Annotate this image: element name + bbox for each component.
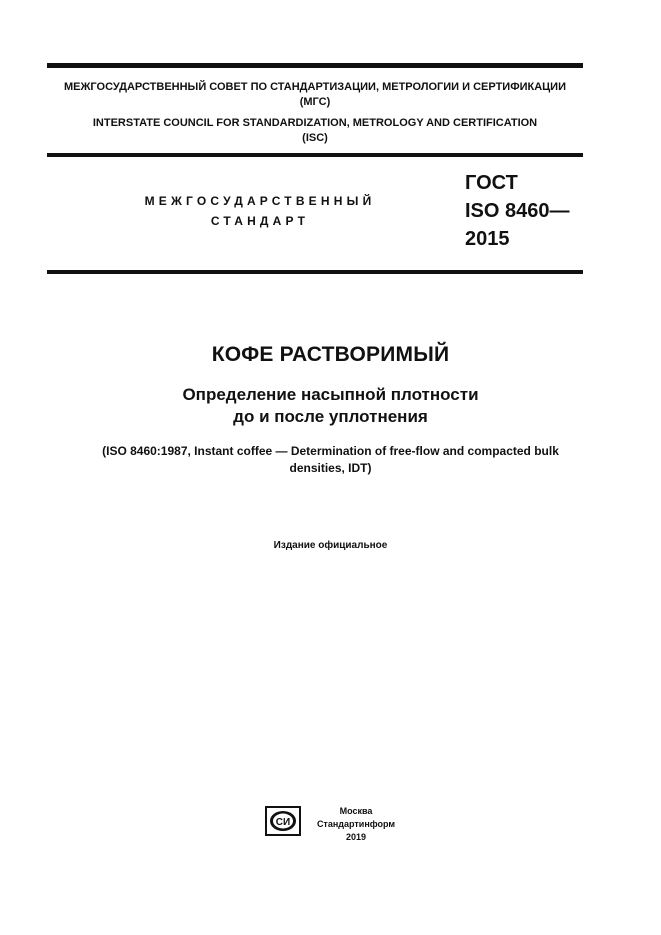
standard-type xyxy=(120,191,400,231)
document-subtitle xyxy=(0,384,661,428)
top-rule xyxy=(47,63,583,68)
council-ru-line1: МЕЖГОСУДАРСТВЕННЫЙ СОВЕТ ПО СТАНДАРТИЗАЦИИ, МЕТРОЛОГИИ И СЕРТИФИКАЦИИ xyxy=(63,81,566,93)
iso-reference-line2: densities, IDT) xyxy=(289,461,372,475)
designation-line1: ГОСТ xyxy=(465,172,518,194)
standartinform-logo-icon xyxy=(265,806,301,836)
designation-line2: ISO 8460— xyxy=(465,200,570,222)
subtitle-line2: до и после уплотнения xyxy=(233,407,428,426)
publisher-city: Москва xyxy=(339,806,373,816)
council-ru-abbr: (МГС) xyxy=(299,96,331,108)
edition-label: Издание официальное xyxy=(273,540,388,551)
standard-designation xyxy=(465,169,570,253)
publisher-block xyxy=(306,805,406,844)
middle-rule xyxy=(47,153,583,157)
council-en-line1: INTERSTATE COUNCIL FOR STANDARDIZATION, METROLOGY AND CERTIFICATION xyxy=(92,117,538,129)
subtitle-line1: Определение насыпной плотности xyxy=(182,385,479,404)
standard-type-line1: МЕЖГОСУДАРСТВЕННЫЙ xyxy=(144,194,376,208)
council-name-ru xyxy=(47,80,583,110)
standard-type-line2: СТАНДАРТ xyxy=(210,214,310,228)
council-en-abbr: (ISC) xyxy=(302,132,328,144)
bottom-rule xyxy=(47,270,583,274)
council-name-en xyxy=(47,116,583,146)
publisher-name: Стандартинформ xyxy=(316,819,396,829)
document-title: КОФЕ РАСТВОРИМЫЙ xyxy=(211,343,450,366)
iso-reference-line1: (ISO 8460:1987, Instant coffee — Determination of free-flow and compacted bulk xyxy=(102,444,559,458)
designation-line3: 2015 xyxy=(465,228,510,250)
iso-reference xyxy=(40,443,621,477)
logo-lettering: СИ xyxy=(275,817,291,828)
publication-year: 2019 xyxy=(345,832,367,842)
